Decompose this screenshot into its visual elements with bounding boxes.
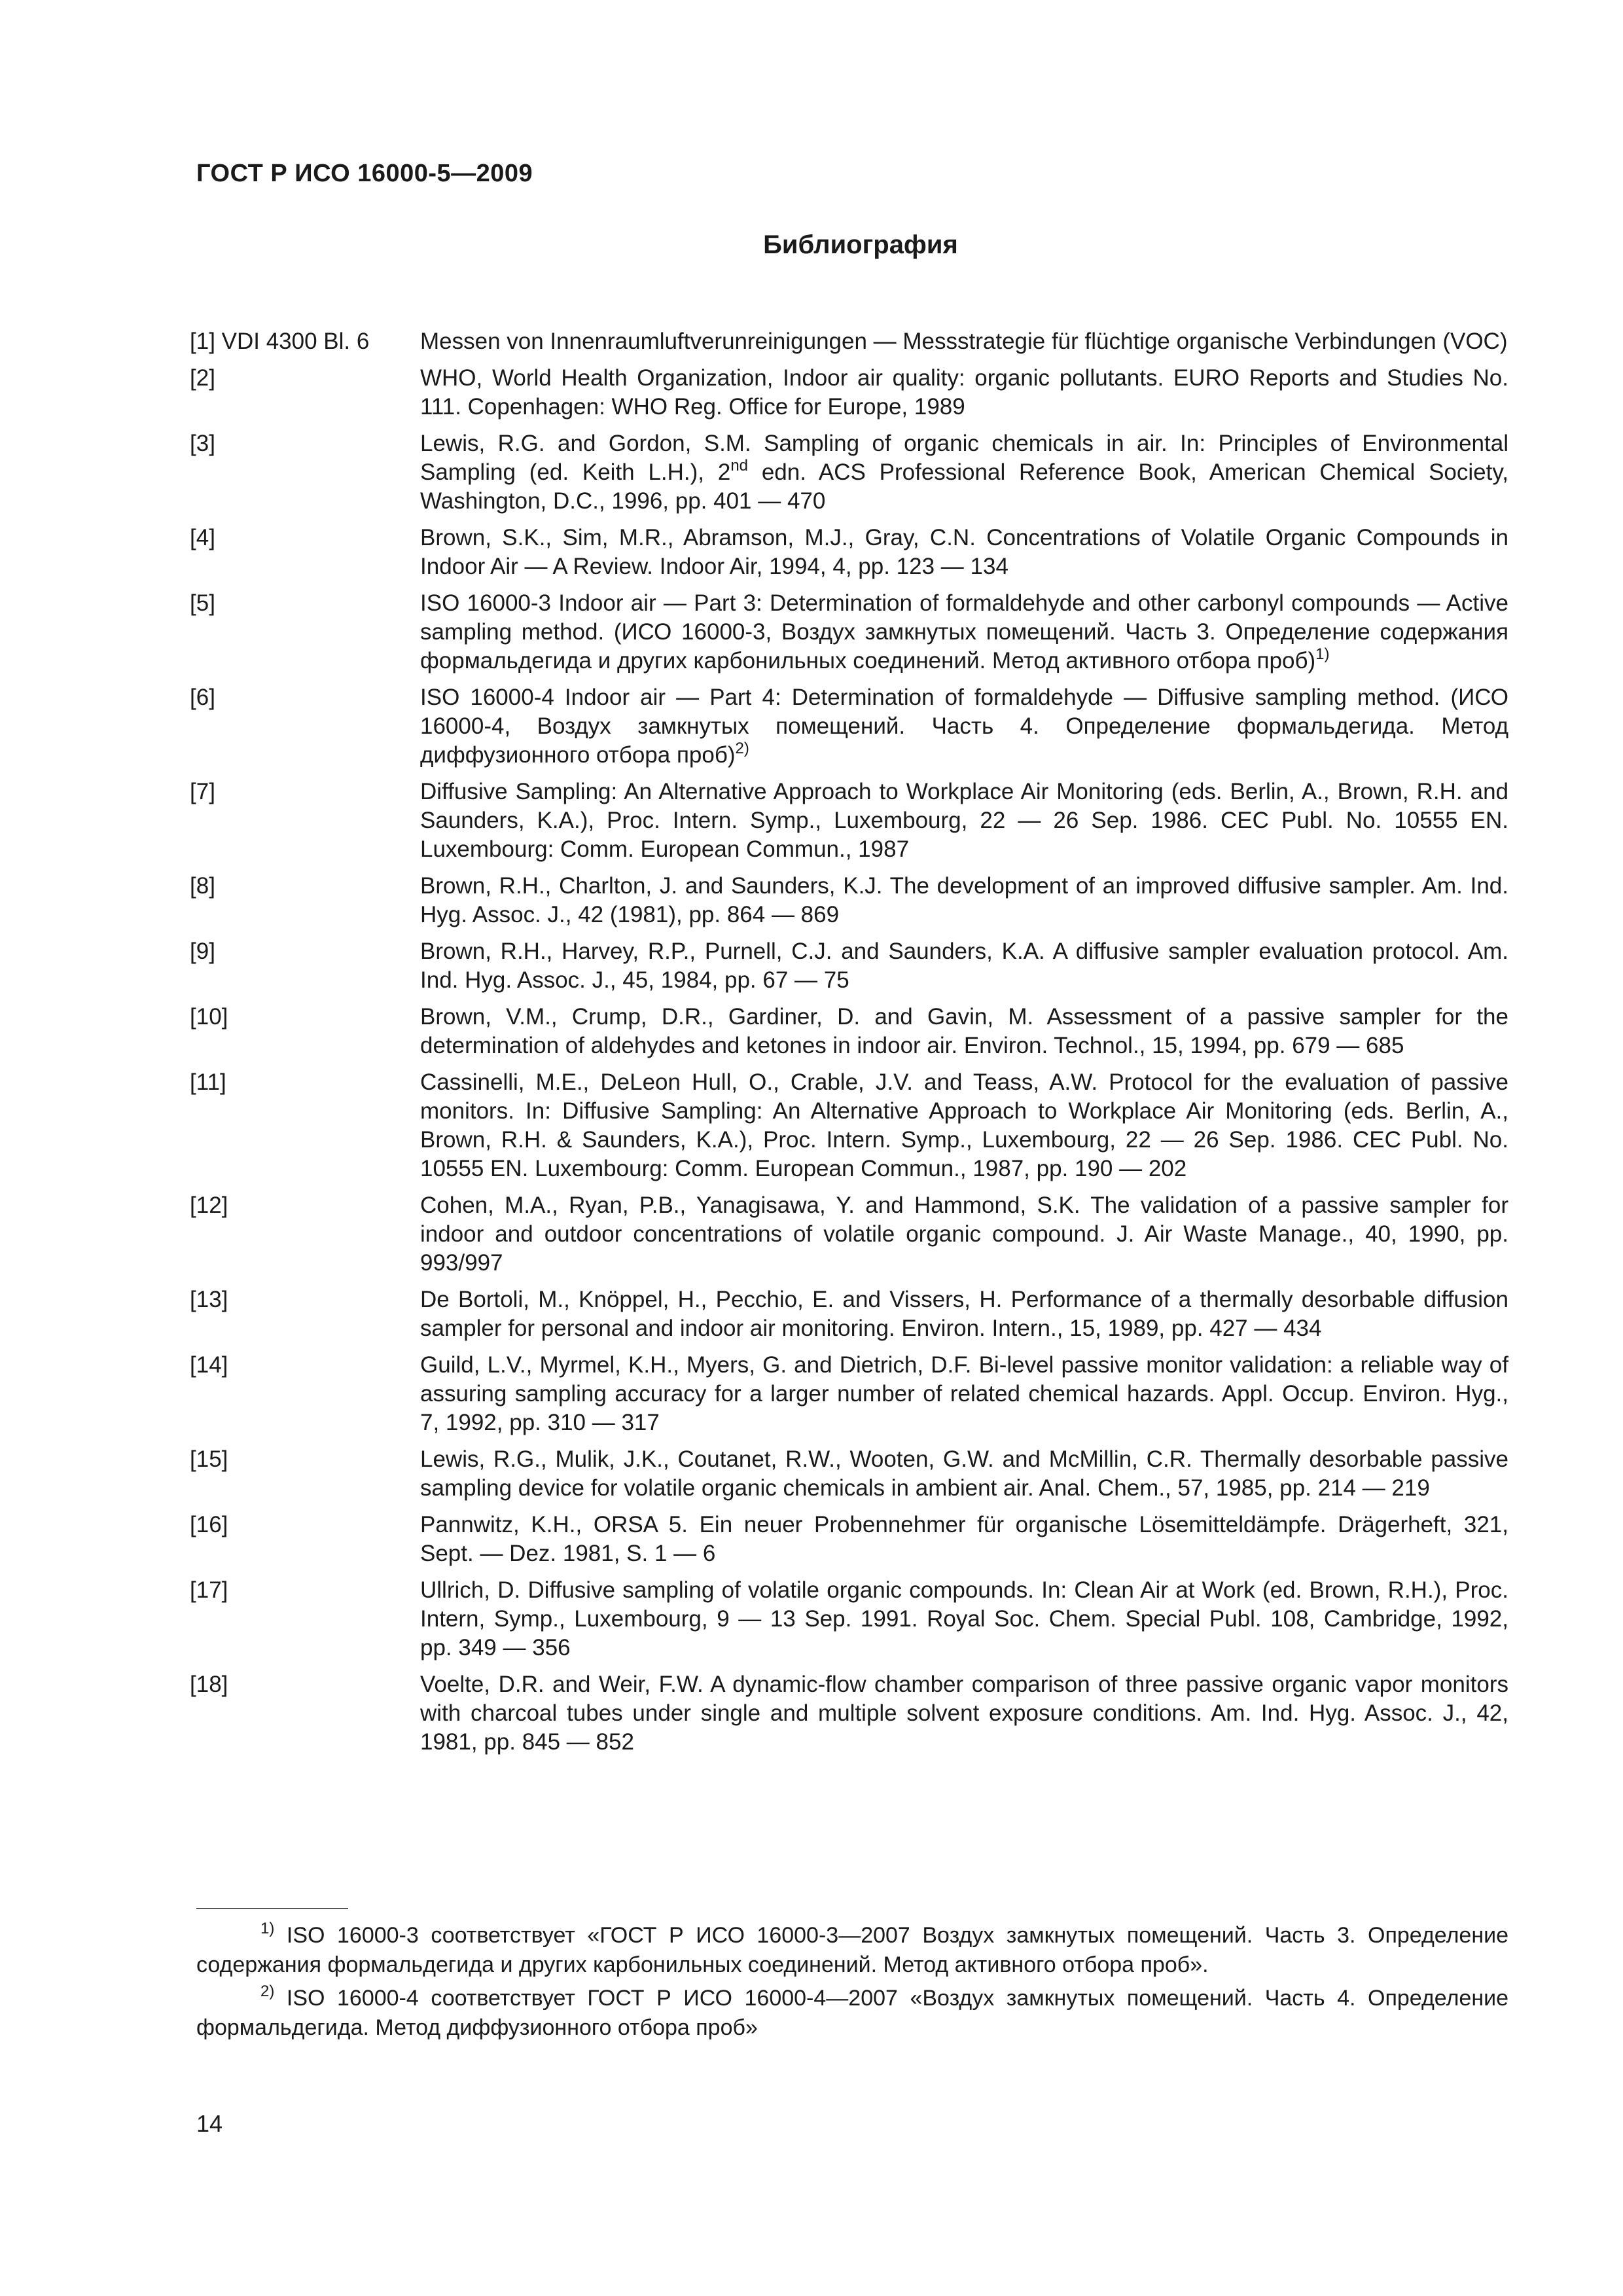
reference-text: Brown, V.M., Crump, D.R., Gardiner, D. and Gavin, M. Assessment of a passive sampler for the determination of aldehydes and ketones in indoor air. Environ. Technol., 15, 1994, pp. 679 — 685 (420, 1004, 1508, 1058)
footnote-item (196, 1984, 1508, 2043)
reference-text: Ullrich, D. Diffusive sampling of volatile organic compounds. In: Clean Air at Work (ed. Brown, R.H.), Proc. Intern, Symp., Luxembourg, 9 — 13 Sep. 1991. Royal Soc. Chem. Special Publ. 108, Cambridge, 1992, pp. 349 — 356 (420, 1577, 1508, 1660)
reference-item (190, 1511, 1508, 1568)
footnote-ref-1: 1) (1315, 645, 1330, 663)
superscript: nd (730, 457, 749, 475)
page-number: 14 (196, 2110, 223, 2137)
footnote-mark: 1) (260, 1920, 275, 1937)
reference-number: [2] (190, 365, 215, 391)
reference-number: [5] (190, 590, 215, 616)
reference-text (420, 429, 1508, 516)
reference-number: [15] (190, 1446, 228, 1472)
reference-text: Lewis, R.G., Mulik, J.K., Coutanet, R.W., Wooten, G.W. and McMillin, C.R. Thermally desorbable passive sampling device for volatile organic chemicals in ambient air. Anal. Chem., 57, 1985, pp. 214 — 219 (420, 1446, 1508, 1501)
reference-item (190, 524, 1508, 581)
reference-item (190, 1670, 1508, 1757)
reference-number: [9] (190, 939, 215, 964)
footnote-divider (196, 1908, 348, 1909)
reference-text-part: edn. ACS Professional Reference Book, American Chemical Society, Washington, D.C., 1996, pp. 401 — 470 (420, 459, 1508, 514)
bibliography-list (190, 327, 1508, 1765)
reference-item (190, 1285, 1508, 1343)
reference-text: Cassinelli, M.E., DeLeon Hull, O., Crable, J.V. and Teass, A.W. Protocol for the evaluation of passive monitors. In: Diffusive Sampling: An Alternative Approach to Workplace Air Monitoring (eds. Berlin, A., Brown, R.H. & Saunders, K.A.), Proc. Intern. Symp., Luxembourg, 22 — 26 Sep. 1986. CEC Publ. No. 10555 EN. Luxembourg: Comm. European Commun., 1987, pp. 190 — 202 (420, 1069, 1508, 1181)
reference-number: [16] (190, 1512, 228, 1537)
reference-number: [4] (190, 525, 215, 550)
reference-item (190, 1191, 1508, 1278)
document-header: ГОСТ Р ИСО 16000-5—2009 (196, 160, 533, 187)
reference-number: [6] (190, 685, 215, 710)
reference-item (190, 1351, 1508, 1437)
reference-text: De Bortoli, M., Knöppel, H., Pecchio, E. and Vissers, H. Performance of a thermally desorbable diffusion sampler for personal and indoor air monitoring. Environ. Intern., 15, 1989, pp. 427 — 434 (420, 1287, 1508, 1341)
reference-item (190, 1576, 1508, 1662)
footnote-ref-2: 2) (735, 740, 749, 757)
reference-text: Brown, R.H., Charlton, J. and Saunders, K.J. The development of an improved diffusive sampler. Am. Ind. Hyg. Assoc. J., 42 (1981), pp. 864 — 869 (420, 873, 1508, 927)
reference-text: Guild, L.V., Myrmel, K.H., Myers, G. and Dietrich, D.F. Bi-level passive monitor validation: a reliable way of assuring sampling accuracy for a larger number of related chemical hazards. Appl. Occup. Environ. Hyg., 7, 1992, pp. 310 — 317 (420, 1352, 1508, 1435)
reference-text: Diffusive Sampling: An Alternative Approach to Workplace Air Monitoring (eds. Berlin, A., Brown, R.H. and Saunders, K.A.), Proc. Intern. Symp., Luxembourg, 22 — 26 Sep. 1986. CEC Publ. No. 10555 EN. Luxembourg: Comm. European Commun., 1987 (420, 779, 1508, 862)
reference-number: [10] (190, 1004, 228, 1030)
footnotes (196, 1921, 1508, 2047)
page-title: Библиография (763, 230, 958, 259)
reference-text-part: ISO 16000-3 Indoor air — Part 3: Determination of formaldehyde and other carbonyl compounds — Active sampling method. (ИСО 16000-3, Воздух замкнутых помещений. Часть 3. Определение содержания формальдегида и других карбонильных соединений. Метод активного отбора проб) (420, 590, 1508, 673)
reference-text: Brown, S.K., Sim, M.R., Abramson, M.J., Gray, C.N. Concentrations of Volatile Organic Compounds in Indoor Air — A Review. Indoor Air, 1994, 4, pp. 123 — 134 (420, 525, 1508, 579)
reference-number: [17] (190, 1577, 228, 1603)
reference-item (190, 1003, 1508, 1060)
reference-number: [7] (190, 779, 215, 804)
reference-text: Cohen, M.A., Ryan, P.B., Yanagisawa, Y. and Hammond, S.K. The validation of a passive sampler for indoor and outdoor concentrations of volatile organic compound. J. Air Waste Manage., 40, 1990, pp. 993/997 (420, 1193, 1508, 1276)
reference-item (190, 364, 1508, 422)
reference-text: Messen von Innenraumluftverunreinigungen — Messstrategie für flüchtige organische Verbindungen (VOC) (420, 329, 1508, 354)
reference-number: [3] (190, 431, 215, 456)
reference-text: Pannwitz, K.H., ORSA 5. Ein neuer Probennehmer für organische Lösemitteldämpfe. Drägerheft, 321, Sept. — Dez. 1981, S. 1 — 6 (420, 1512, 1508, 1566)
reference-number: [18] (190, 1672, 228, 1697)
reference-item (190, 327, 1508, 356)
reference-item (190, 683, 1508, 770)
reference-text: Voelte, D.R. and Weir, F.W. A dynamic-flow chamber comparison of three passive organic vapor monitors with charcoal tubes under single and multiple solvent exposure conditions. Am. Ind. Hyg. Assoc. J., 42, 1981, pp. 845 — 852 (420, 1672, 1508, 1755)
reference-text (420, 589, 1508, 675)
reference-text: Brown, R.H., Harvey, R.P., Purnell, C.J. and Saunders, K.A. A diffusive sampler evaluation protocol. Am. Ind. Hyg. Assoc. J., 45, 1984, pp. 67 — 75 (420, 939, 1508, 993)
reference-item (190, 429, 1508, 516)
footnote-text: ISO 16000-4 соответствует ГОСТ Р ИСО 16000-4—2007 «Воздух замкнутых помещений. Часть 4. Определение формальдегида. Метод диффузионного отбора проб» (196, 1986, 1508, 2040)
reference-number: [1] VDI 4300 Bl. 6 (190, 329, 370, 354)
footnote-mark: 2) (260, 1982, 275, 2000)
reference-text-part: Lewis, R.G. and Gordon, S.M. Sampling of organic chemicals in air. In: Principles of Environmental Sampling (ed. Keith L.H.), 2 (420, 431, 1508, 485)
reference-text-part: ISO 16000-4 Indoor air — Part 4: Determination of formaldehyde — Diffusive sampling method. (ИСО 16000-4, Воздух замкнутых помещений. Часть 4. Определение формальдегида. Метод диффузионного отбора проб) (420, 685, 1508, 768)
reference-number: [11] (190, 1069, 226, 1095)
reference-item (190, 589, 1508, 675)
reference-text (420, 683, 1508, 770)
reference-number: [8] (190, 873, 215, 899)
reference-text: WHO, World Health Organization, Indoor air quality: organic pollutants. EURO Reports and Studies No. 111. Copenhagen: WHO Reg. Office for Europe, 1989 (420, 365, 1508, 420)
reference-number: [12] (190, 1193, 228, 1218)
reference-item (190, 872, 1508, 929)
reference-item (190, 778, 1508, 864)
reference-item (190, 1445, 1508, 1503)
footnote-item (196, 1921, 1508, 1980)
reference-item (190, 1068, 1508, 1183)
reference-number: [14] (190, 1352, 228, 1378)
reference-number: [13] (190, 1287, 228, 1312)
reference-item (190, 937, 1508, 995)
footnote-text: ISO 16000-3 соответствует «ГОСТ Р ИСО 16000-3—2007 Воздух замкнутых помещений. Часть 3. Определение содержания формальдегида и других карбонильных соединений. Метод активного отбора проб». (196, 1923, 1508, 1977)
